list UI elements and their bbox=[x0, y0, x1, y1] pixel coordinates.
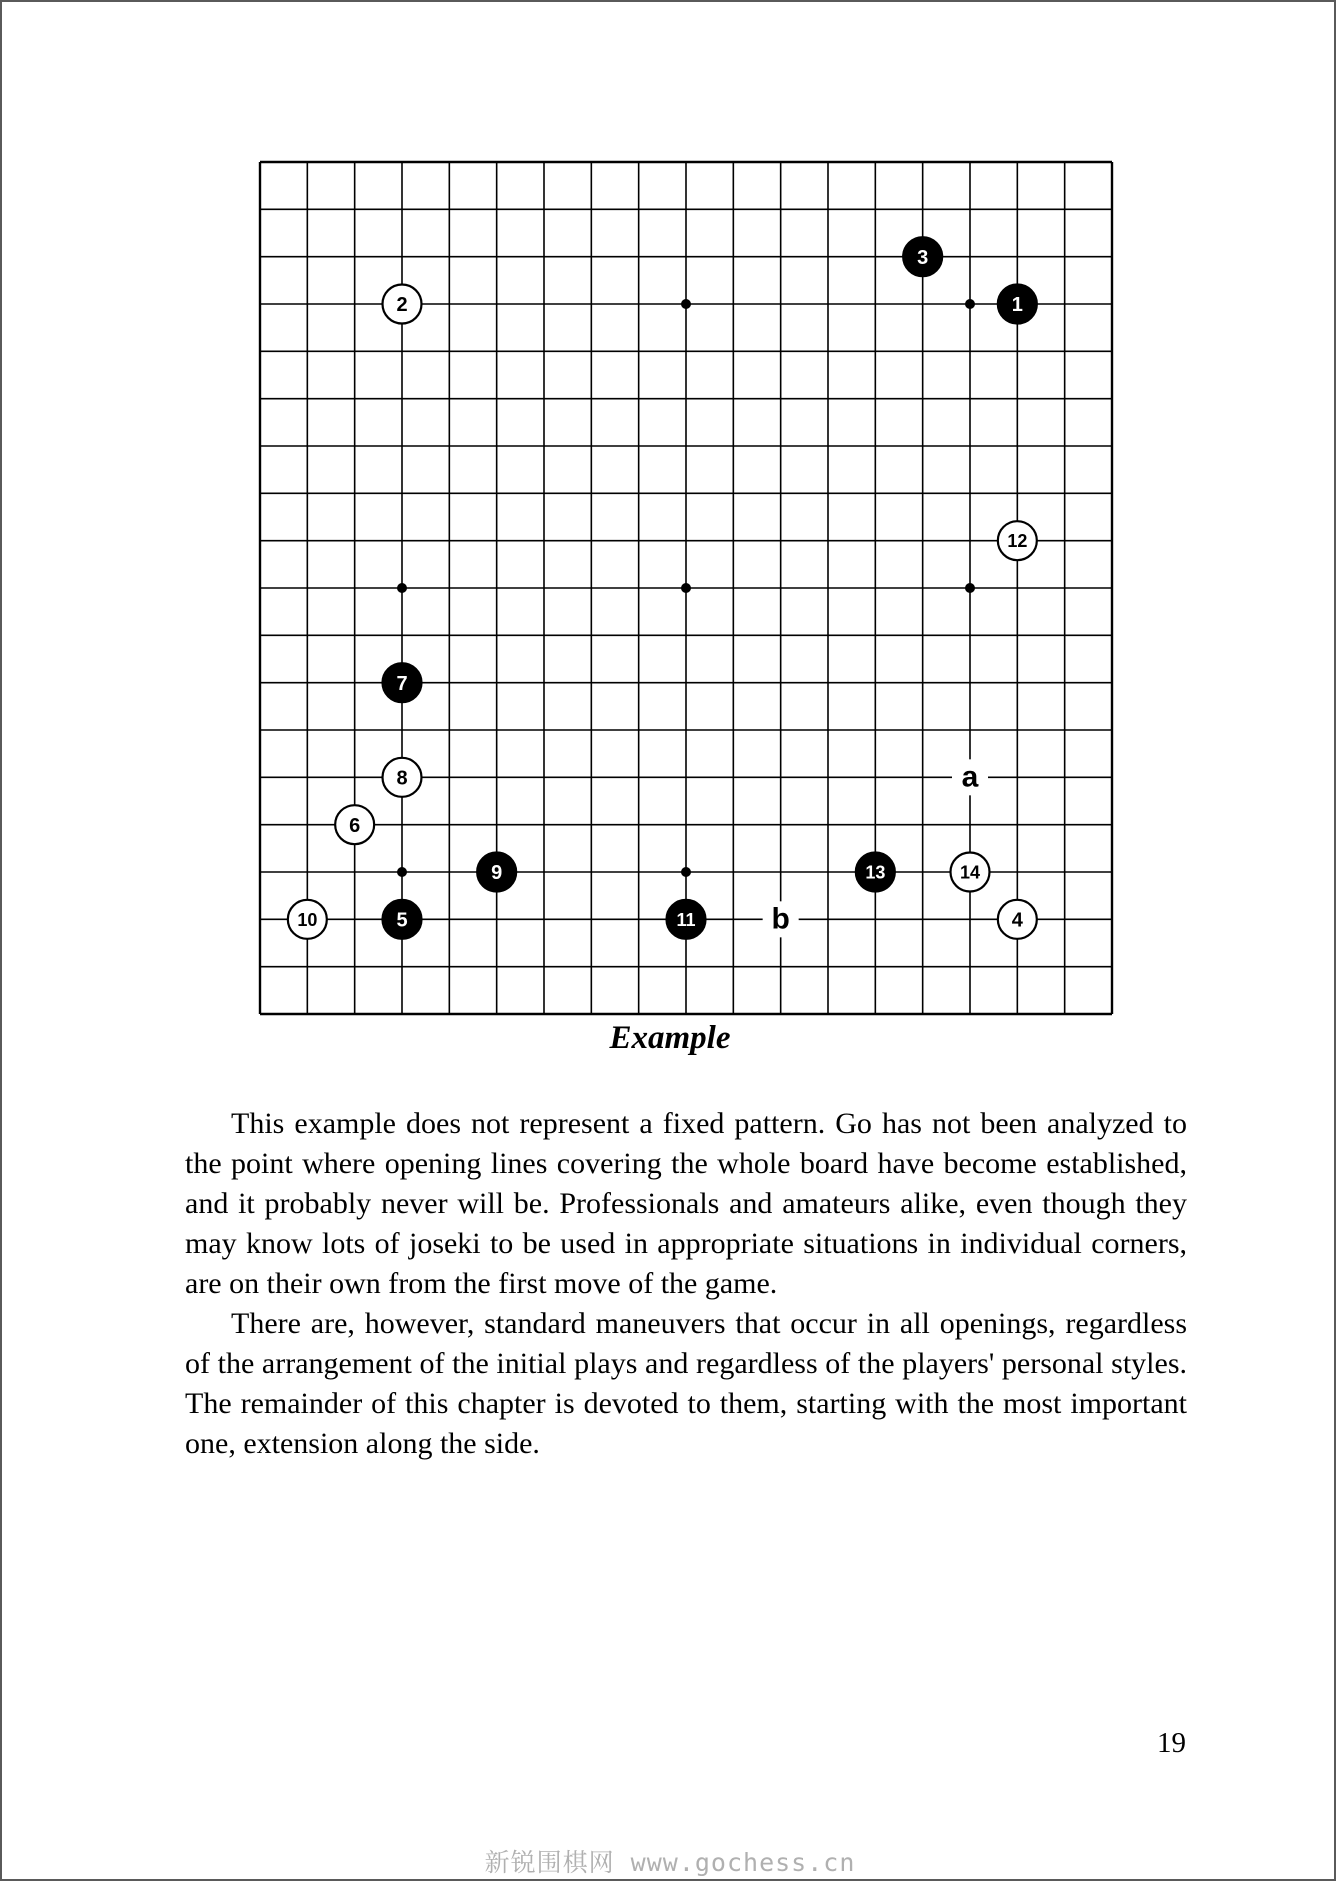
go-diagram bbox=[260, 162, 1112, 1014]
marker-b: b bbox=[771, 902, 790, 936]
move-number-2: 2 bbox=[396, 294, 408, 317]
move-number-10: 10 bbox=[297, 909, 318, 930]
body-text bbox=[185, 1104, 1187, 1464]
move-number-13: 13 bbox=[865, 862, 886, 883]
page-number: 19 bbox=[1157, 1727, 1186, 1759]
hoshi-point bbox=[681, 583, 691, 593]
move-number-1: 1 bbox=[1011, 294, 1023, 317]
move-number-8: 8 bbox=[396, 767, 408, 790]
move-number-7: 7 bbox=[396, 672, 408, 695]
move-number-14: 14 bbox=[959, 862, 981, 883]
hoshi-point bbox=[681, 299, 691, 309]
hoshi-point bbox=[965, 583, 975, 593]
move-number-5: 5 bbox=[396, 909, 408, 932]
hoshi-point bbox=[397, 867, 407, 877]
move-number-11: 11 bbox=[676, 909, 696, 930]
move-number-9: 9 bbox=[491, 862, 503, 885]
move-number-3: 3 bbox=[917, 246, 929, 269]
hoshi-point bbox=[397, 583, 407, 593]
paragraph-1: This example does not represent a fixed pattern. Go has not been analyzed to the point where opening lines covering the whole board have become established, and it probably never will be. Professionals and amateurs alike, even though they may know lots of joseki to be used in appropriate situations in individual corners, are on their own from the first move of the game. bbox=[185, 1107, 1187, 1300]
move-number-12: 12 bbox=[1007, 531, 1028, 552]
hoshi-point bbox=[965, 299, 975, 309]
marker-a: a bbox=[961, 760, 979, 794]
move-number-6: 6 bbox=[349, 814, 361, 837]
diagram-caption: Example bbox=[609, 1020, 731, 1056]
watermark: 新锐围棋网 www.gochess.cn bbox=[484, 1848, 856, 1877]
hoshi-point bbox=[681, 867, 691, 877]
paragraph-2: There are, however, standard maneuvers that occur in all openings, regardless of the arrangement of the initial plays and regardless of the players' personal styles. The remainder of this chapter is devoted to them, starting with the most important one, extension along the side. bbox=[185, 1307, 1187, 1460]
move-number-4: 4 bbox=[1011, 909, 1023, 932]
